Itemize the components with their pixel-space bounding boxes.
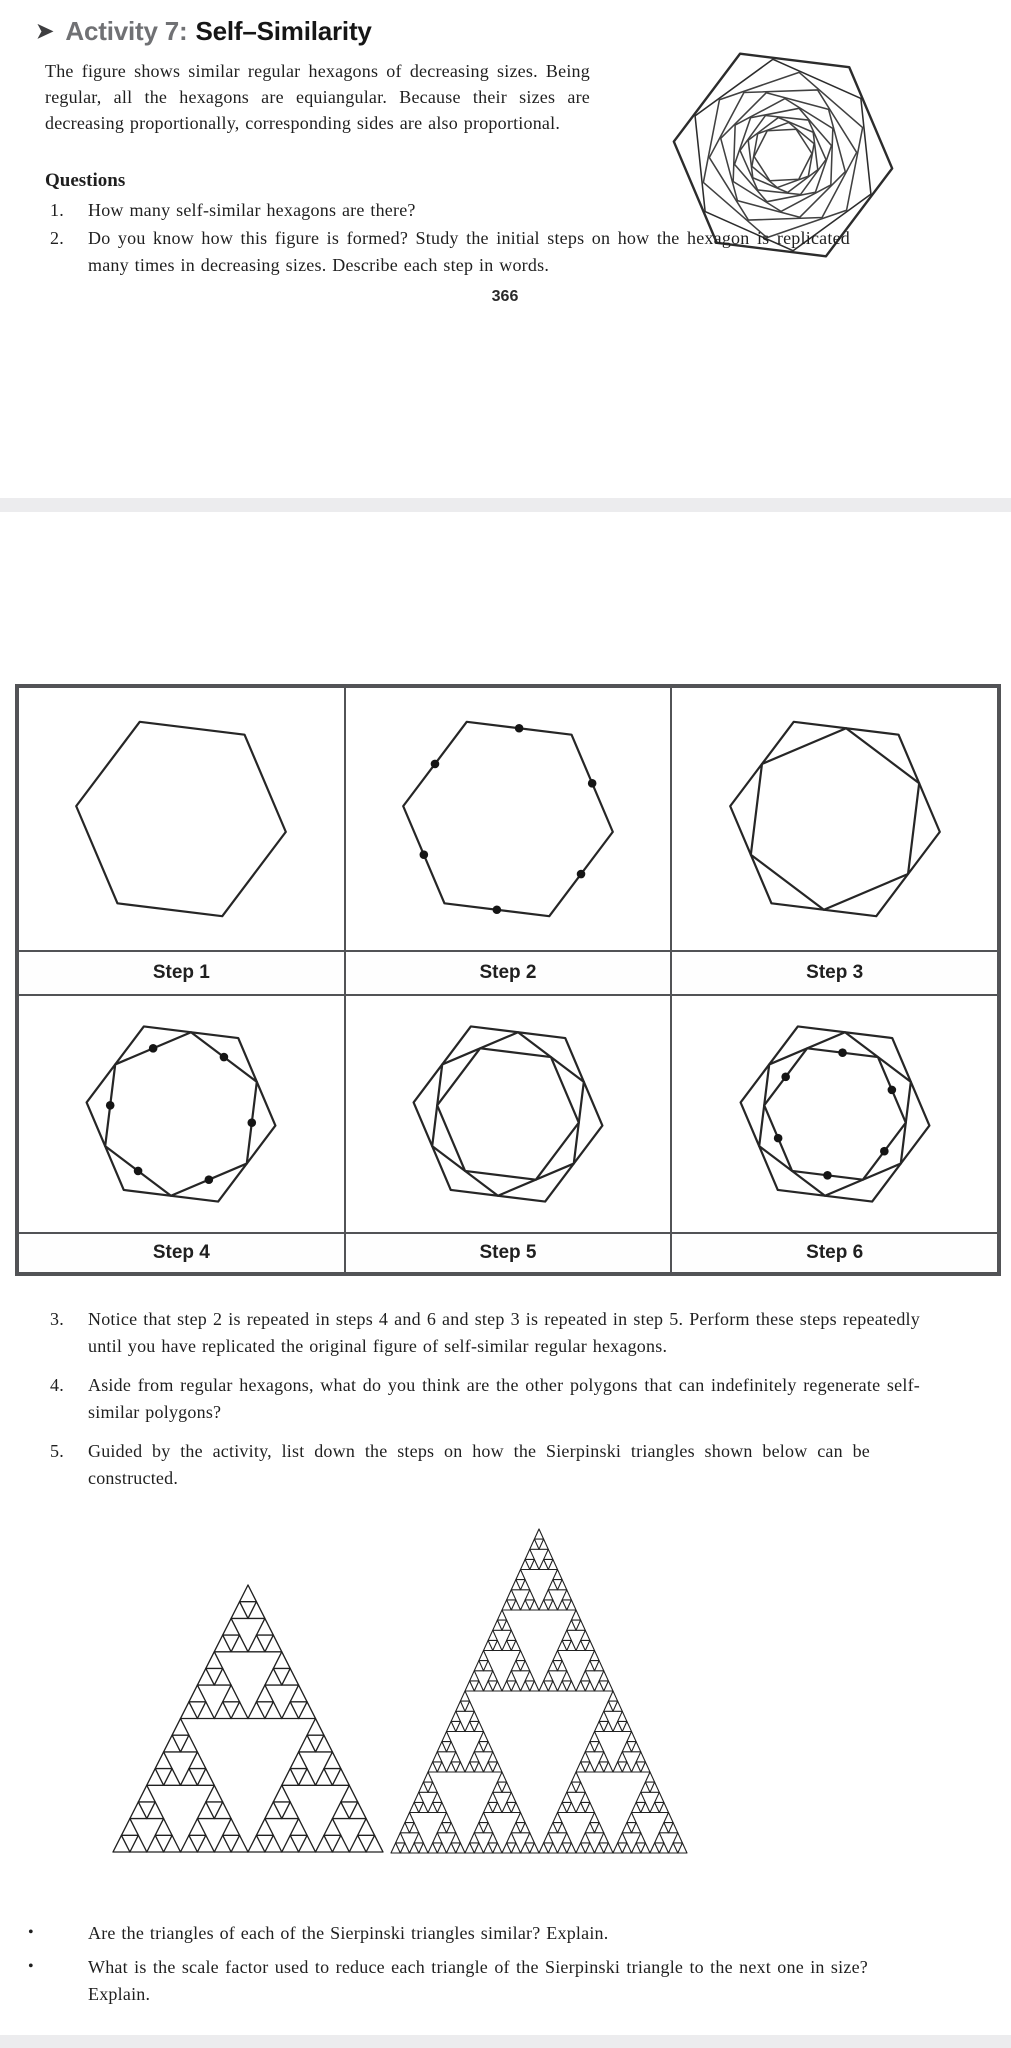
sierpinski-triangle-left [112, 1584, 384, 1853]
step-6-hexagon-figure [673, 996, 997, 1232]
step-2-hexagon-figure [346, 688, 670, 950]
activity-title [36, 16, 372, 47]
step-2-label: Step 2 [345, 951, 672, 995]
bullet-text: What is the scale factor used to reduce each triangle of the Sierpinski triangle to the next one in size? Explain. [88, 1957, 868, 2004]
steps-table [15, 684, 1001, 1276]
step-3-figure-cell [671, 687, 998, 951]
step-5-label: Step 5 [345, 1233, 672, 1273]
step-4-hexagon-figure [19, 996, 343, 1232]
step-4-figure-cell [18, 995, 345, 1233]
step-3-label: Step 3 [671, 951, 998, 995]
bullet-marker: • [28, 1924, 34, 1941]
question-number: 3. [50, 1309, 64, 1329]
step-6-label: Step 6 [671, 1233, 998, 1273]
bullet-marker: • [28, 1958, 34, 1975]
question-number: 5. [50, 1441, 64, 1461]
step-1-figure-cell [18, 687, 345, 951]
intro-paragraph: The figure shows similar regular hexagons of decreasing sizes. Being regular, all the hexagons are equiangular. Because their sizes are decreasing proportionally, corresponding sides are also proportional. [45, 61, 590, 133]
sierpinski-triangle-right [390, 1528, 688, 1854]
step-1-label: Step 1 [18, 951, 345, 995]
activity-name: Self–Similarity [195, 16, 372, 46]
bullet-question-2 [28, 1954, 868, 2008]
question-text: Notice that step 2 is repeated in steps 4 and 6 and step 3 is repeated in step 5. Perform these steps repeatedly until you have replicated the original figure of self-similar regular hexagons. [88, 1309, 920, 1356]
step-4-label: Step 4 [18, 1233, 345, 1273]
bullet-text: Are the triangles of each of the Sierpinski triangles similar? Explain. [88, 1923, 609, 1943]
step-5-figure-cell [345, 995, 672, 1233]
page-number: 366 [491, 288, 519, 305]
page-bottom-band [0, 2035, 1011, 2048]
step-6-figure-cell [671, 995, 998, 1233]
question-text: Guided by the activity, list down the steps on how the Sierpinski triangles shown below can be constructed. [88, 1441, 870, 1488]
bullet-question-1 [28, 1920, 928, 1947]
step-5-hexagon-figure [346, 996, 670, 1232]
questions-heading: Questions [45, 170, 126, 191]
question-text: Aside from regular hexagons, what do you think are the other polygons that can indefinitely regenerate self-similar polygons? [88, 1375, 920, 1422]
activity-number-label: Activity 7: [65, 16, 188, 46]
question-2 [50, 225, 850, 279]
question-text: Do you know how this figure is formed? Study the initial steps on how the hexagon is replicated many times in decreasing sizes. Describe each step in words. [88, 228, 850, 275]
question-3 [50, 1306, 920, 1360]
question-1 [50, 197, 750, 224]
step-2-figure-cell [345, 687, 672, 951]
question-number: 1. [50, 200, 64, 220]
page-separator-band [0, 498, 1011, 512]
question-number: 2. [50, 228, 64, 248]
arrow-bullet-icon: ➤ [36, 20, 54, 43]
step-3-hexagon-figure [673, 688, 997, 950]
question-number: 4. [50, 1375, 64, 1395]
question-text: How many self-similar hexagons are there? [88, 200, 416, 220]
question-5 [50, 1438, 870, 1492]
question-4 [50, 1372, 920, 1426]
step-1-hexagon-figure [19, 688, 343, 950]
